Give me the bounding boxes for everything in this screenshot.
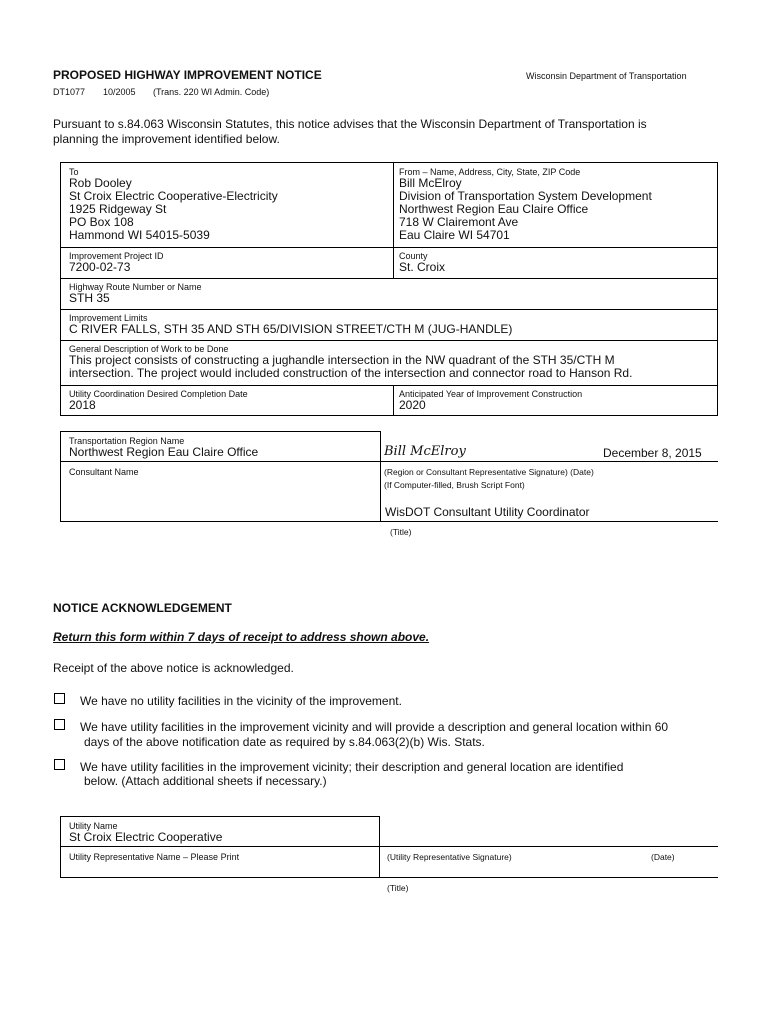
utility-signature-caption: (Utility Representative Signature): [387, 852, 512, 862]
region-label: Transportation Region Name: [69, 436, 185, 446]
signature-date: December 8, 2015: [603, 446, 702, 460]
description-line-1: This project consists of constructing a jughandle intersection in the NW quadrant of the STH 35/CTH M: [69, 353, 615, 367]
option-2-checkbox[interactable]: [54, 719, 65, 730]
utility-name-value: St Croix Electric Cooperative: [69, 830, 223, 844]
receipt-text: Receipt of the above notice is acknowledged.: [53, 661, 294, 675]
county-label: County: [399, 251, 428, 261]
utility-title-line: [379, 877, 718, 878]
signature-caption: (Region or Consultant Representative Signature) (Date): [384, 467, 594, 477]
from-label: From – Name, Address, City, State, ZIP Code: [399, 167, 581, 177]
project-id-label: Improvement Project ID: [69, 251, 164, 261]
county-field: [399, 251, 445, 274]
from-division: Division of Transportation System Development: [399, 189, 652, 203]
admin-code: (Trans. 220 WI Admin. Code): [153, 87, 270, 97]
utility-rep-label: Utility Representative Name – Please Print: [69, 852, 240, 862]
utility-name-label: Utility Name: [69, 821, 118, 831]
intro-line-1: Pursuant to s.84.063 Wisconsin Statutes, this notice advises that the Wisconsin Department of Transportation is: [53, 117, 647, 131]
table-divider: [60, 309, 718, 310]
table-divider: [60, 340, 718, 341]
limits-value: C RIVER FALLS, STH 35 AND STH 65/DIVISION STREET/CTH M (JUG-HANDLE): [69, 322, 513, 336]
form-date: 10/2005: [103, 87, 136, 97]
utility-date-caption: (Date): [651, 852, 675, 862]
project-id-value: 7200-02-73: [69, 260, 131, 274]
route-label: Highway Route Number or Name: [69, 282, 202, 292]
signer-title: WisDOT Consultant Utility Coordinator: [385, 505, 590, 519]
box-divider: [379, 816, 380, 878]
table-divider: [60, 385, 718, 386]
intro-line-2: planning the improvement identified below.: [53, 132, 280, 146]
box-divider: [380, 431, 381, 522]
consultant-label: Consultant Name: [69, 467, 139, 477]
option-3-line-2: below. (Attach additional sheets if necessary.): [84, 774, 327, 788]
utility-name-field: [69, 821, 222, 844]
option-1-checkbox[interactable]: [54, 693, 65, 704]
table-divider: [60, 247, 718, 248]
option-2-line-1: We have utility facilities in the improvement vicinity and will provide a description and general location within 60: [80, 720, 669, 734]
from-street: 718 W Clairemont Ave: [399, 215, 519, 229]
option-3-line-1: We have utility facilities in the improvement vicinity; their description and general location are identified: [80, 760, 624, 774]
region-value: Northwest Region Eau Claire Office: [69, 445, 259, 459]
to-company: St Croix Electric Cooperative-Electricity: [69, 189, 278, 203]
from-city: Eau Claire WI 54701: [399, 228, 510, 242]
ack-heading: NOTICE ACKNOWLEDGEMENT: [53, 601, 232, 615]
to-po-box: PO Box 108: [69, 215, 134, 229]
option-2-line-2: days of the above notification date as required by s.84.063(2)(b) Wis. Stats.: [84, 735, 485, 749]
region-field: [69, 436, 258, 459]
table-divider: [393, 162, 394, 278]
title-line: [380, 521, 718, 522]
signature-name: Bill McElroy: [384, 444, 466, 459]
option-3-checkbox[interactable]: [54, 759, 65, 770]
route-value: STH 35: [69, 291, 110, 305]
option-1-text: We have no utility facilities in the vicinity of the improvement.: [80, 694, 402, 708]
utility-date-value: 2018: [69, 398, 96, 412]
utility-date-label: Utility Coordination Desired Completion Date: [69, 389, 248, 399]
agency-name: Wisconsin Department of Transportation: [526, 71, 687, 81]
utility-date-field: [69, 389, 248, 412]
from-office: Northwest Region Eau Claire Office: [399, 202, 589, 216]
limits-field: [69, 313, 512, 336]
to-city: Hammond WI 54015-5039: [69, 228, 210, 242]
box-divider: [60, 846, 380, 847]
form-title: PROPOSED HIGHWAY IMPROVEMENT NOTICE: [53, 68, 322, 82]
return-note: Return this form within 7 days of receipt to address shown above.: [53, 630, 430, 644]
form-number: DT1077: [53, 87, 86, 97]
construction-year-label: Anticipated Year of Improvement Construction: [399, 389, 583, 399]
utility-signature-line: [379, 846, 718, 847]
box-divider: [60, 461, 380, 462]
to-street: 1925 Ridgeway St: [69, 202, 167, 216]
signature-font-note: (If Computer-filled, Brush Script Font): [384, 480, 525, 490]
from-section: [399, 167, 652, 242]
utility-title-caption: (Title): [387, 883, 409, 893]
project-id-field: [69, 251, 164, 274]
county-value: St. Croix: [399, 260, 446, 274]
signature-line: [380, 461, 718, 462]
to-name: Rob Dooley: [69, 176, 132, 190]
from-name: Bill McElroy: [399, 176, 462, 190]
limits-label: Improvement Limits: [69, 313, 148, 323]
construction-year-value: 2020: [399, 398, 426, 412]
construction-year-field: [399, 389, 582, 412]
to-label: To: [69, 167, 79, 177]
title-caption: (Title): [390, 527, 412, 537]
description-label: General Description of Work to be Done: [69, 344, 229, 354]
table-divider: [393, 385, 394, 416]
to-section: [69, 167, 278, 242]
table-divider: [60, 278, 718, 279]
description-line-2: intersection. The project would included construction of the intersection and connector road to Hanson Rd.: [69, 366, 633, 380]
route-field: [69, 282, 202, 305]
description-field: [69, 344, 632, 380]
